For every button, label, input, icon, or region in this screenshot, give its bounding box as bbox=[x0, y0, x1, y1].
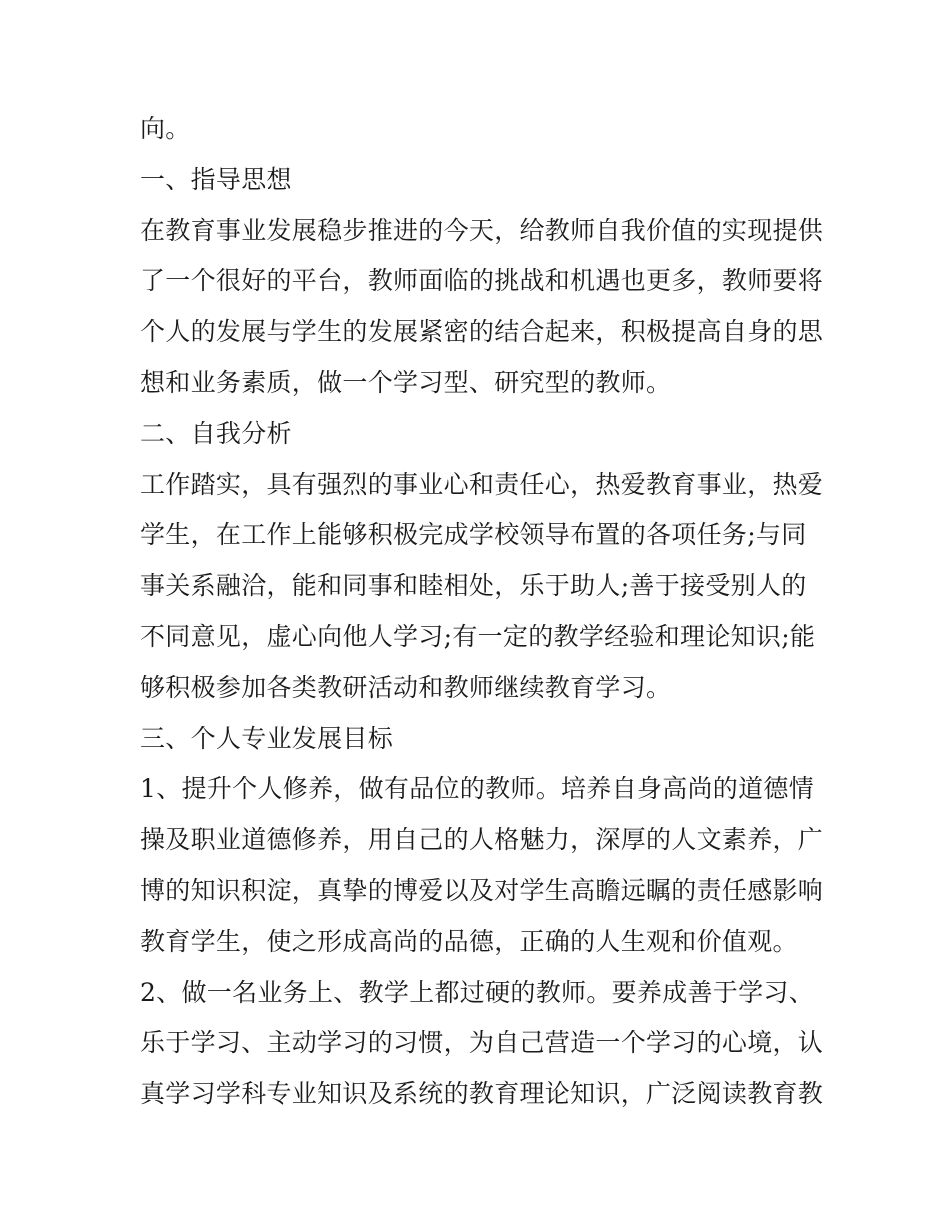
section-heading-guiding-ideology: 一、指导思想 bbox=[140, 164, 292, 194]
text-line: 博的知识积淀，真挚的博爱以及对学生高瞻远瞩的责任感影响 bbox=[140, 875, 824, 905]
text-line: 想和业务素质，做一个学习型、研究型的教师。 bbox=[140, 367, 672, 397]
text-line: 1、提升个人修养，做有品位的教师。培养自身高尚的道德情 bbox=[140, 774, 815, 804]
text-line: 不同意见，虚心向他人学习;有一定的教学经验和理论知识;能 bbox=[140, 621, 816, 651]
section-heading-development-goals: 三、个人专业发展目标 bbox=[140, 723, 394, 753]
document-body bbox=[140, 104, 824, 1120]
text-line: 在教育事业发展稳步推进的今天，给教师自我价值的实现提供 bbox=[140, 215, 824, 245]
text-line: 个人的发展与学生的发展紧密的结合起来，积极提高自身的思 bbox=[140, 317, 824, 347]
text-line: 向。 bbox=[140, 114, 191, 143]
text-line: 够积极参加各类教研活动和教师继续教育学习。 bbox=[140, 672, 672, 702]
text-line: 了一个很好的平台，教师面临的挑战和机遇也更多，教师要将 bbox=[140, 266, 824, 296]
text-line: 操及职业道德修养，用自己的人格魅力，深厚的人文素养，广 bbox=[140, 825, 824, 855]
text-line: 2、做一名业务上、教学上都过硬的教师。要养成善于学习、 bbox=[140, 977, 815, 1007]
text-line: 乐于学习、主动学习的习惯，为自己营造一个学习的心境，认 bbox=[140, 1028, 824, 1058]
text-line: 教育学生，使之形成高尚的品德，正确的人生观和价值观。 bbox=[140, 926, 798, 956]
text-line: 工作踏实，具有强烈的事业心和责任心，热爱教育事业，热爱 bbox=[140, 469, 824, 499]
section-heading-self-analysis: 二、自我分析 bbox=[140, 418, 292, 448]
text-line: 真学习学科专业知识及系统的教育理论知识，广泛阅读教育教 bbox=[140, 1079, 824, 1109]
text-line: 事关系融洽，能和同事和睦相处，乐于助人;善于接受别人的 bbox=[140, 571, 807, 601]
text-line: 学生，在工作上能够积极完成学校领导布置的各项任务;与同 bbox=[140, 520, 807, 550]
